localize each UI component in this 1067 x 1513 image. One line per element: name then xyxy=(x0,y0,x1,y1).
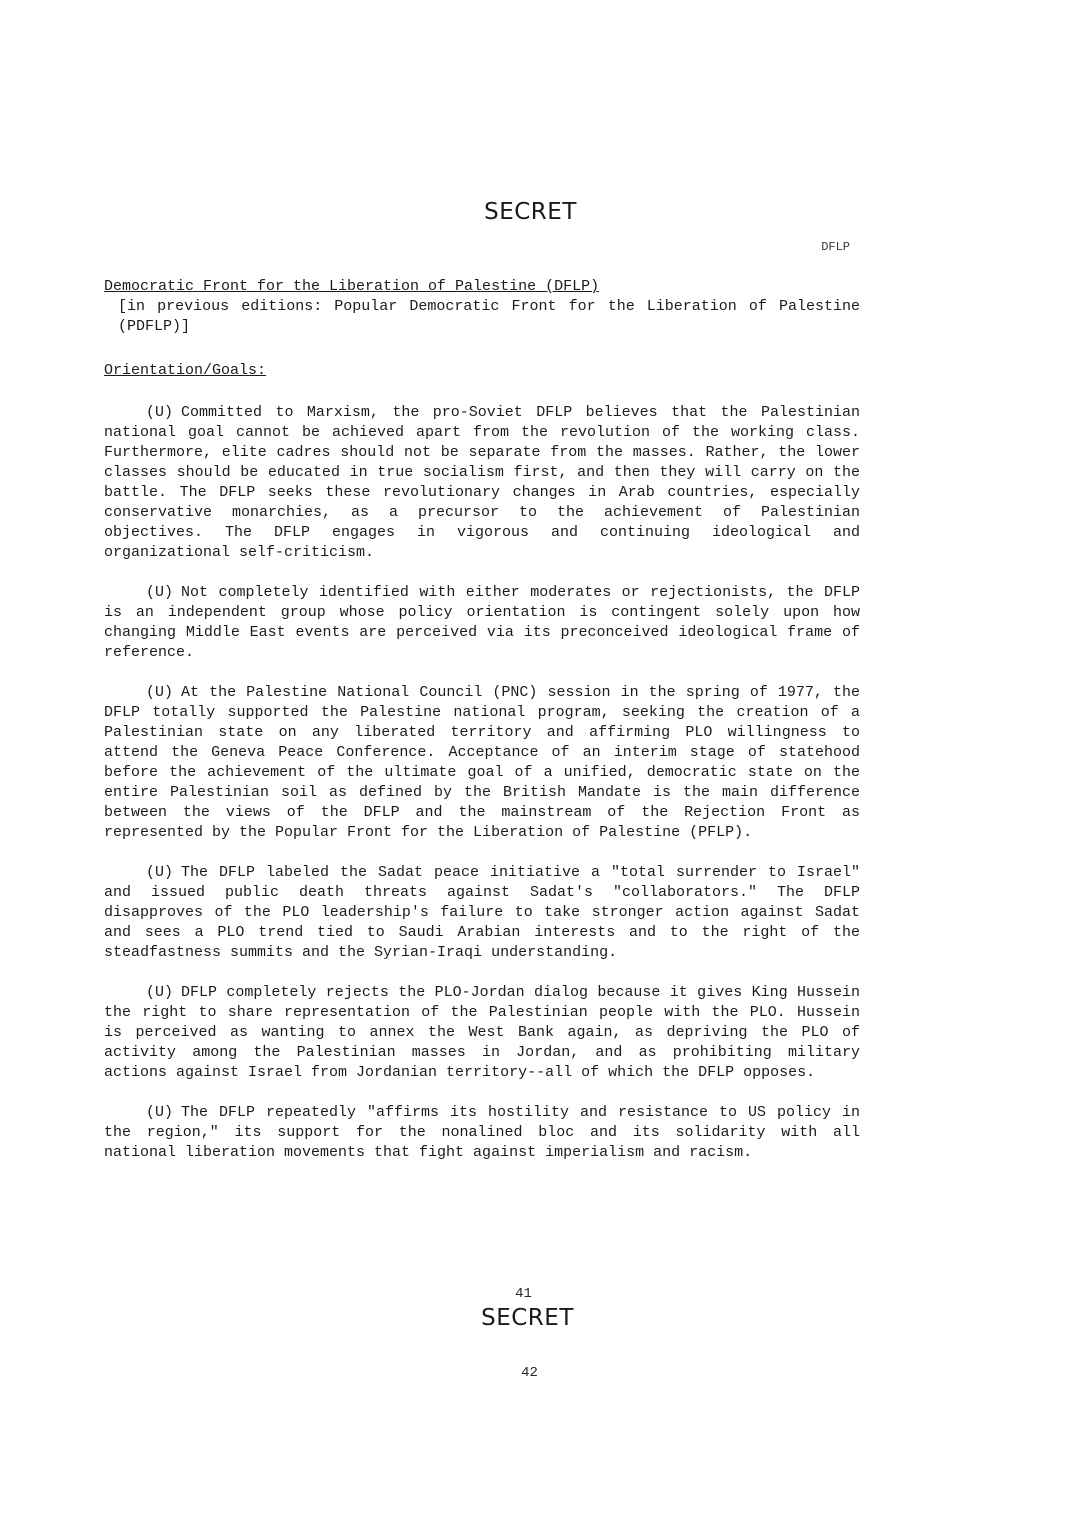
previous-names-note: [in previous editions: Popular Democratic Front for the Liberation of Palestine (PDFLP)] xyxy=(118,298,860,335)
original-page-number: 41 xyxy=(515,1286,532,1302)
paragraph-text: The DFLP repeatedly "affirms its hostility and resistance to US policy in the region," its support for the nonalined bloc and its solidarity with all national liberation movements that fight against imperialism and racism. xyxy=(104,1104,860,1161)
paragraph xyxy=(104,683,860,843)
document-body xyxy=(104,277,860,1163)
paragraph xyxy=(104,863,860,963)
paragraph-text: Committed to Marxism, the pro-Soviet DFLP believes that the Palestinian national goal cannot be achieved apart from the revolution of the working class. Furthermore, elite cadres should not be separate from the masses. Rather, the lower classes should be educated in true socialism first, and then they will carry on the battle. The DFLP seeks these revolutionary changes in Arab countries, especially conservative monarchies, as a precursor to the achievement of Palestinian objectives. The DFLP engages in vigorous and continuing ideological and organizational self-criticism. xyxy=(104,404,860,561)
running-header-tag: DFLP xyxy=(821,240,850,254)
paragraph-marking: (U) xyxy=(146,864,174,881)
paragraph-marking: (U) xyxy=(146,1104,174,1121)
print-page-number: 42 xyxy=(521,1365,538,1381)
paragraph-text: At the Palestine National Council (PNC) session in the spring of 1977, the DFLP totally supported the Palestine national program, seeking the creation of a Palestinian state on any liberated territory and affirming PLO willingness to attend the Geneva Peace Conference. Acceptance of an interim stage of statehood before the achievement of the ultimate goal of a unified, democratic state on the entire Palestinian soil as defined by the British Mandate is the main difference between the views of the DFLP and the mainstream of the Rejection Front as represented by the Popular Front for the Liberation of Palestine (PFLP). xyxy=(104,684,860,841)
paragraph-text: Not completely identified with either moderates or rejectionists, the DFLP is an independent group whose policy orientation is contingent solely upon how changing Middle East events are perceived via its preconceived ideological frame of reference. xyxy=(104,584,860,661)
paragraph xyxy=(104,583,860,663)
paragraph-text: DFLP completely rejects the PLO-Jordan dialog because it gives King Hussein the right to share representation of the Palestinian people with the PLO. Hussein is perceived as wanting to annex the West Bank again, as depriving the PLO of activity among the Palestinian masses in Jordan, and as prohibiting military actions against Israel from Jordanian territory--all of which the DFLP opposes. xyxy=(104,984,860,1081)
paragraph xyxy=(104,983,860,1083)
section-heading: Orientation/Goals: xyxy=(104,362,267,379)
classification-marking-bottom: SECRET xyxy=(481,1305,574,1331)
paragraph-text: The DFLP labeled the Sadat peace initiative a "total surrender to Israel" and issued public death threats against Sadat's "collaborators." The DFLP disapproves of the PLO leadership's failure to take stronger action against Sadat and sees a PLO trend tied to Saudi Arabian interests and to the right of the steadfastness summits and the Syrian-Iraqi understanding. xyxy=(104,864,860,961)
paragraph-marking: (U) xyxy=(146,984,174,1001)
paragraph-marking: (U) xyxy=(146,684,174,701)
document-title: Democratic Front for the Liberation of Palestine (DFLP) xyxy=(104,278,600,295)
paragraph-marking: (U) xyxy=(146,404,174,421)
paragraph xyxy=(104,1103,860,1163)
paragraph-marking: (U) xyxy=(146,584,174,601)
paragraph xyxy=(104,403,860,563)
classification-marking-top: SECRET xyxy=(484,199,577,225)
